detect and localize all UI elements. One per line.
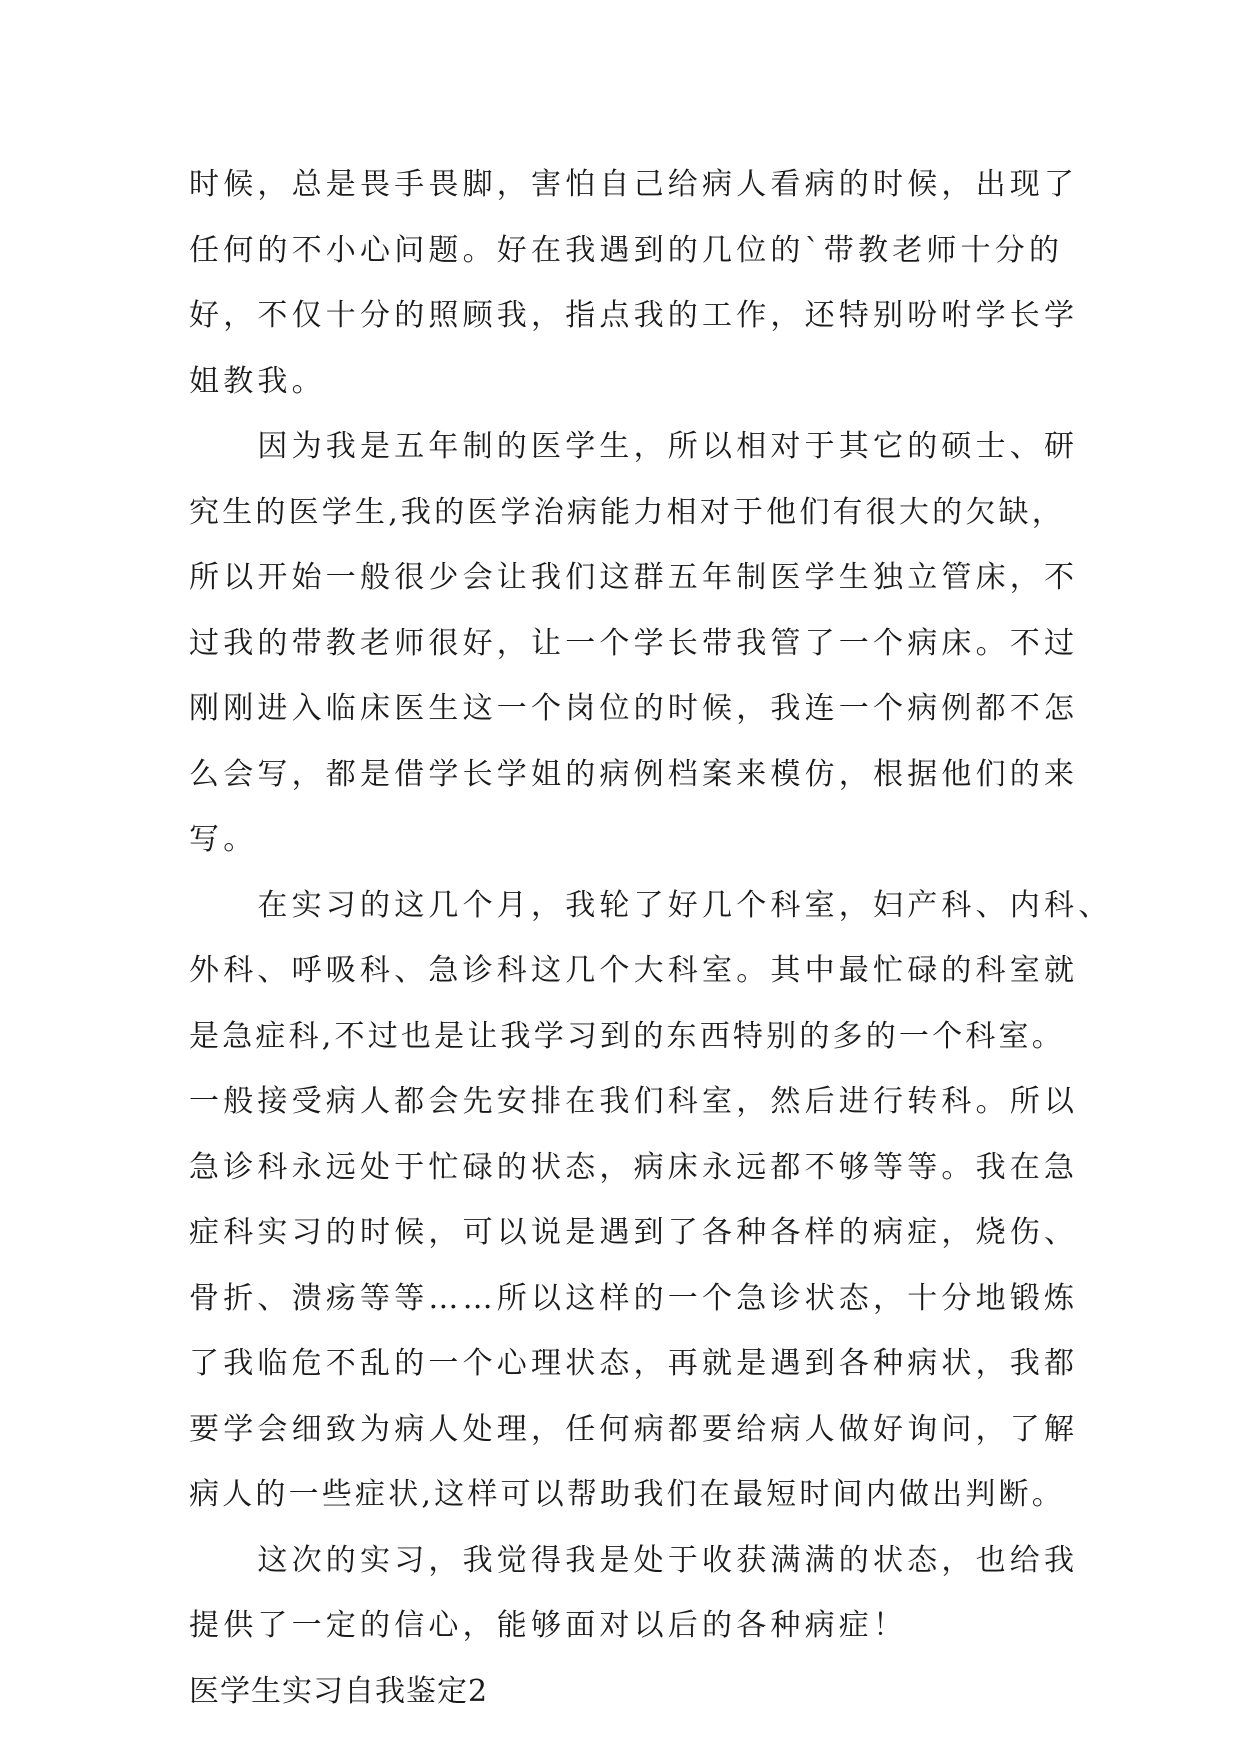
text-line: 这次的实习，我觉得我是处于收获满满的状态，也给我 [189,1542,1079,1578]
text-line: 是急症科,不过也是让我学习到的东西特别的多的一个科室。 [189,1018,1065,1054]
text-line: 究生的医学生,我的医学治病能力相对于他们有很大的欠缺， [189,494,1065,530]
text-line: 提供了一定的信心，能够面对以后的各种病症！ [189,1608,908,1643]
text-line: 要学会细致为病人处理，任何病都要给病人做好询问，了解 [189,1411,1079,1447]
text-line: 刚刚进入临床医生这一个岗位的时候，我连一个病例都不怎 [189,691,1079,726]
text-line: 过我的带教老师很好，让一个学长带我管了一个病床。不过 [189,625,1079,661]
document-body [189,152,1113,1724]
text-line: 所以开始一般很少会让我们这群五年制医学生独立管床，不 [189,560,1079,595]
text-line: 因为我是五年制的医学生，所以相对于其它的硕士、研 [189,429,1079,464]
text-line: 症科实习的时候，可以说是遇到了各种各样的病症，烧伤、 [189,1215,1079,1250]
section-heading: 医学生实习自我鉴定2 [189,1673,489,1709]
text-line: 在实习的这几个月，我轮了好几个科室，妇产科、内科、 [189,887,1113,923]
text-line: 骨折、溃疡等等……所以这样的一个急诊状态，十分地锻炼 [189,1280,1079,1316]
text-line: 外科、呼吸科、急诊科这几个大科室。其中最忙碌的科室就 [189,953,1079,988]
text-line: 好，不仅十分的照顾我，指点我的工作，还特别吩咐学长学 [189,298,1079,333]
text-line: 一般接受病人都会先安排在我们科室，然后进行转科。所以 [189,1084,1079,1119]
text-line: 姐教我。 [189,363,326,399]
text-line: 病人的一些症状,这样可以帮助我们在最短时间内做出判断。 [189,1477,1065,1512]
text-line: 么会写，都是借学长学姐的病例档案来模仿，根据他们的来 [189,756,1079,792]
text-line: 任何的不小心问题。好在我遇到的几位的`带教老师十分的 [189,232,1064,268]
text-line: 急诊科永远处于忙碌的状态，病床永远都不够等等。我在急 [189,1149,1079,1185]
text-line: 了我临危不乱的一个心理状态，再就是遇到各种病状，我都 [189,1346,1079,1381]
text-line: 时候，总是畏手畏脚，害怕自己给病人看病的时候，出现了 [189,167,1079,202]
text-line: 写。 [189,822,258,857]
